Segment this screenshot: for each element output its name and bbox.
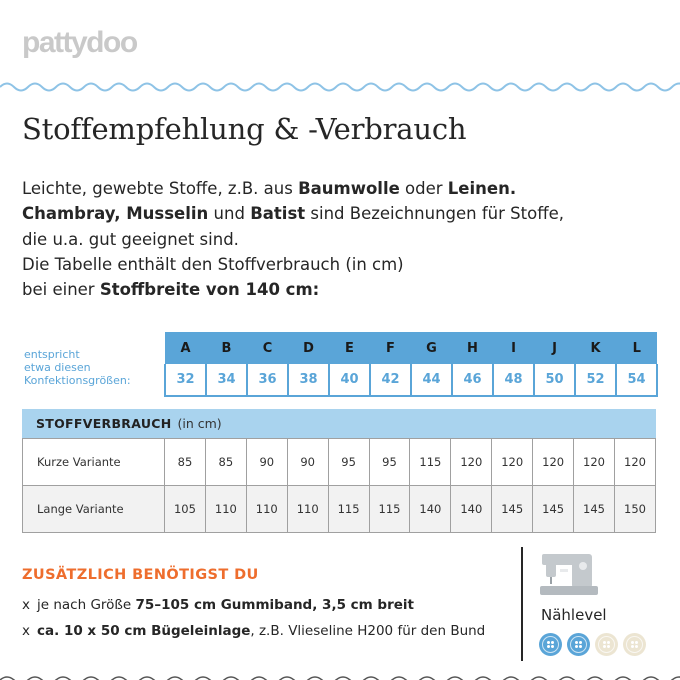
skill-level-label: Nählevel	[541, 606, 607, 624]
usage-value-cell: 110	[246, 486, 287, 533]
table-row	[23, 439, 656, 486]
usage-value-cell: 115	[328, 486, 369, 533]
list-item: x je nach Größe 75–105 cm Gummiband, 3,5 cm breit	[22, 597, 414, 613]
sewing-machine-icon	[540, 552, 598, 598]
button-icon-filled	[567, 633, 590, 656]
usage-value-cell: 120	[451, 439, 492, 486]
size-letter-cell: F	[370, 332, 411, 364]
usage-value-cell: 110	[205, 486, 246, 533]
bottom-wave-divider	[0, 672, 680, 680]
usage-value-cell: 120	[533, 439, 574, 486]
size-note: entspricht etwa diesen Konfektionsgrößen:	[24, 348, 131, 387]
usage-value-cell: 85	[205, 439, 246, 486]
button-icon-empty	[595, 633, 618, 656]
usage-value-cell: 95	[369, 439, 410, 486]
intro-text	[22, 176, 662, 302]
size-letter-cell: L	[616, 332, 657, 364]
usage-value-cell: 145	[533, 486, 574, 533]
usage-value-cell: 150	[614, 486, 655, 533]
size-number-cell: 34	[206, 364, 247, 396]
usage-value-cell: 90	[246, 439, 287, 486]
fabric-usage-table	[22, 438, 656, 533]
page-title: Stoffempfehlung & -Verbrauch	[22, 112, 467, 146]
size-number-cell: 38	[288, 364, 329, 396]
usage-value-cell: 90	[287, 439, 328, 486]
size-number-cell: 44	[411, 364, 452, 396]
fabric-usage-unit: (in cm)	[177, 416, 222, 431]
size-letter-row	[165, 332, 657, 364]
list-item: x ca. 10 x 50 cm Bügeleinlage, z.B. Vlieseline H200 für den Bund	[22, 623, 486, 639]
button-icon-filled	[539, 633, 562, 656]
size-letter-cell: I	[493, 332, 534, 364]
intro-line-1: Leichte, gewebte Stoffe, z.B. aus Baumwolle oder Leinen.	[22, 179, 517, 198]
size-letter-cell: K	[575, 332, 616, 364]
usage-value-cell: 145	[574, 486, 615, 533]
usage-value-cell: 120	[614, 439, 655, 486]
size-letter-cell: J	[534, 332, 575, 364]
size-table	[164, 332, 658, 397]
usage-value-cell: 105	[165, 486, 206, 533]
usage-value-cell: 140	[410, 486, 451, 533]
skill-level-rating	[539, 633, 651, 656]
size-number-cell: 40	[329, 364, 370, 396]
usage-value-cell: 120	[574, 439, 615, 486]
size-letter-cell: G	[411, 332, 452, 364]
button-icon-empty	[623, 633, 646, 656]
size-letter-cell: A	[165, 332, 206, 364]
usage-value-cell: 140	[451, 486, 492, 533]
variant-label: Lange Variante	[23, 486, 165, 533]
intro-line-4: Die Tabelle enthält den Stoffverbrauch (in cm)	[22, 254, 404, 274]
usage-value-cell: 115	[369, 486, 410, 533]
usage-value-cell: 110	[287, 486, 328, 533]
intro-line-2: Chambray, Musselin und Batist sind Bezeichnungen für Stoffe,	[22, 204, 564, 224]
size-number-cell: 48	[493, 364, 534, 396]
size-number-cell: 52	[575, 364, 616, 396]
brand-logo: pattydoo	[22, 26, 137, 59]
size-number-cell: 32	[165, 364, 206, 396]
size-letter-cell: D	[288, 332, 329, 364]
intro-line-3: die u.a. gut geeignet sind.	[22, 229, 239, 249]
size-letter-cell: E	[329, 332, 370, 364]
size-letter-cell: C	[247, 332, 288, 364]
size-letter-cell: B	[206, 332, 247, 364]
extras-heading: ZUSÄTZLICH BENÖTIGST DU	[22, 567, 259, 583]
wave-divider	[0, 80, 680, 94]
table-row	[23, 486, 656, 533]
usage-value-cell: 95	[328, 439, 369, 486]
size-number-cell: 42	[370, 364, 411, 396]
fabric-usage-header	[22, 409, 656, 438]
size-number-cell: 46	[452, 364, 493, 396]
size-letter-cell: H	[452, 332, 493, 364]
extras-list	[22, 596, 512, 648]
size-number-cell: 54	[616, 364, 657, 396]
usage-value-cell: 120	[492, 439, 533, 486]
intro-line-5: bei einer Stoffbreite von 140 cm:	[22, 280, 320, 300]
variant-label: Kurze Variante	[23, 439, 165, 486]
fabric-usage-title: STOFFVERBRAUCH	[36, 416, 172, 431]
vertical-divider	[521, 547, 523, 661]
size-number-cell: 36	[247, 364, 288, 396]
usage-value-cell: 145	[492, 486, 533, 533]
usage-value-cell: 115	[410, 439, 451, 486]
size-number-row	[165, 364, 657, 396]
usage-value-cell: 85	[165, 439, 206, 486]
size-number-cell: 50	[534, 364, 575, 396]
